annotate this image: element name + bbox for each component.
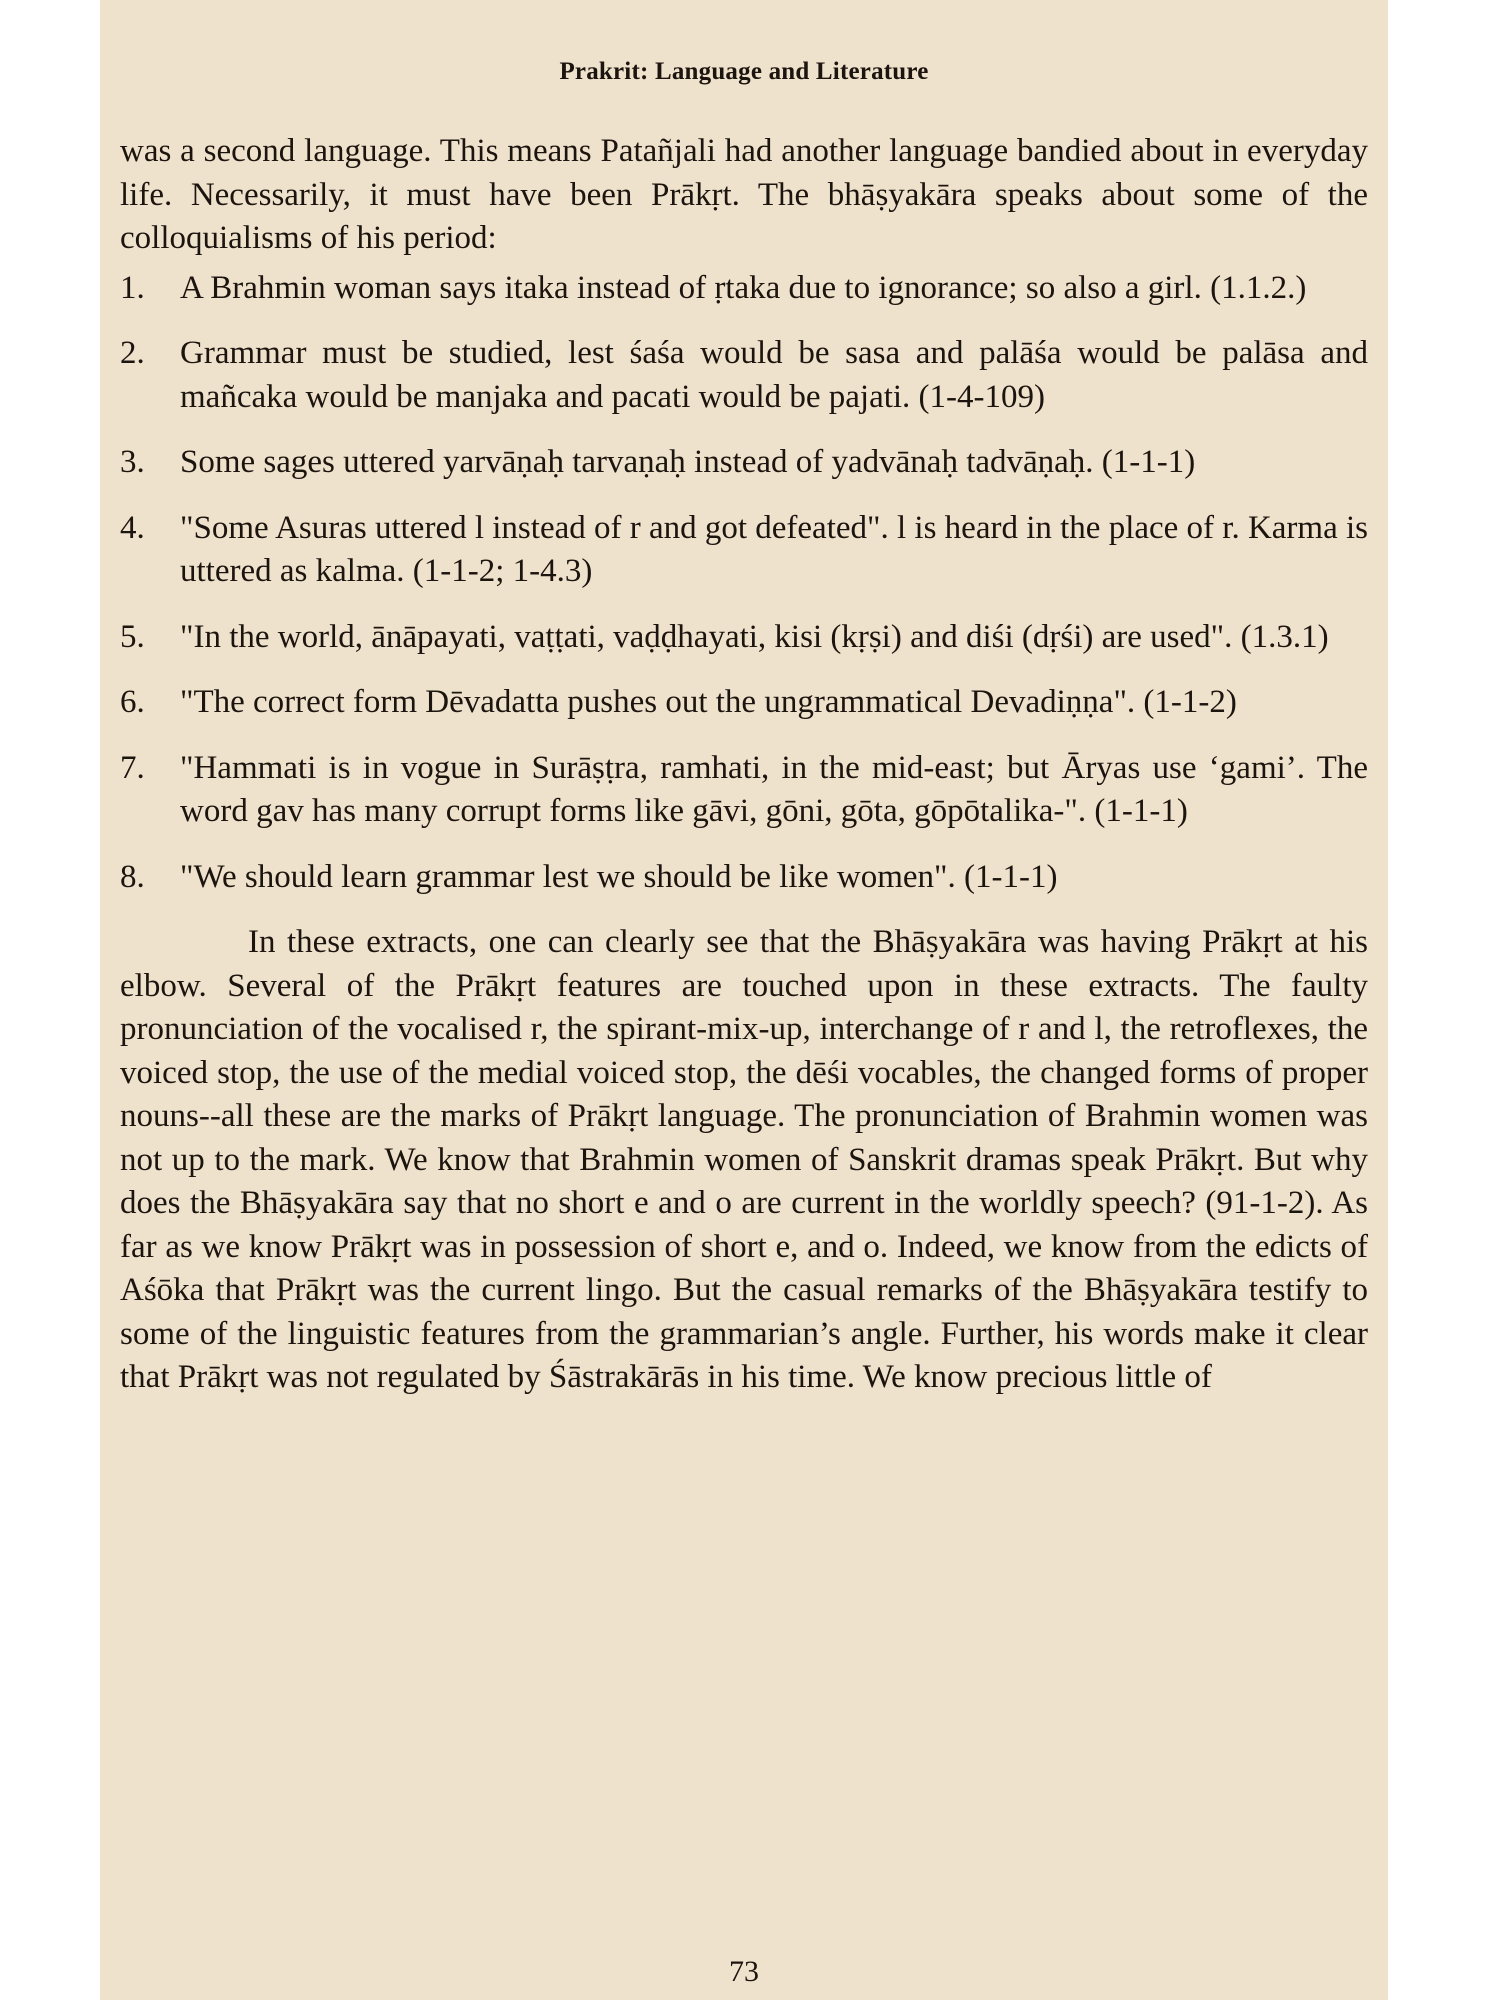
page-body [120,130,1368,1400]
book-page [100,0,1388,2000]
list-item [120,616,1368,660]
list-item-text: "We should learn grammar lest we should be like women". (1-1-1) [180,858,1058,895]
list-item [120,681,1368,725]
list-item-number: 4. [120,509,145,546]
list-item-number: 5. [120,618,145,655]
list-item [120,332,1368,419]
extracts-list [120,267,1368,900]
list-item-number: 8. [120,858,145,895]
list-item-text: "The correct form Dēvadatta pushes out the ungrammatical Devadiṇṇa". (1-1-2) [180,684,1237,720]
list-item-number: 1. [120,269,145,306]
intro-paragraph: was a second language. This means Patañjali had another language bandied about in everyday life. Necessarily, it must have been Prākṛt. The bhāṣyakāra speaks about some of the colloquialisms of his period: [120,133,1368,256]
running-header: Prakrit: Language and Literature [559,58,929,85]
list-item [120,267,1368,311]
list-item [120,856,1368,900]
list-item-text: "Some Asuras uttered l instead of r and got defeated". l is heard in the place of r. Karma is uttered as kalma. (1-1-2; 1-4.3) [180,509,1368,589]
page-number: 73 [729,1955,759,1988]
list-item [120,441,1368,485]
list-item-text: "In the world, ānāpayati, vaṭṭati, vaḍḍhayati, kisi (kṛṣi) and diśi (dṛśi) are used". (1.3.1) [180,618,1329,655]
list-item-number: 2. [120,335,145,371]
list-item-text: A Brahmin woman says itaka instead of ṛtaka due to ignorance; so also a girl. (1.1.2.) [180,269,1307,306]
list-item [120,507,1368,594]
list-item-text: Some sages uttered yarvāṇaḥ tarvaṇaḥ instead of yadvānaḥ tadvāṇaḥ. (1-1-1) [180,444,1196,480]
list-item-number: 3. [120,444,145,480]
list-item-number: 7. [120,749,145,786]
list-item-number: 6. [120,684,145,720]
list-item-text: Grammar must be studied, lest śaśa would be sasa and palāśa would be palāsa and mañcaka would be manjaka and pacati would be pajati. (1-4-109) [180,335,1368,415]
closing-paragraph: In these extracts, one can clearly see that the Bhāṣyakāra was having Prākṛt at his elbow. Several of the Prākṛt features are touched upon in these extracts. The faulty pronunciation of the vocalised r, the spirant-mix-up, interchange of r and l, the retroflexes, the voiced stop, the use of the medial voiced stop, the dēśi vocables, the changed forms of proper nouns--all these are the marks of Prākṛt language. The pronunciation of Brahmin women was not up to the mark. We know that Brahmin women of Sanskrit dramas speak Prākṛt. But why does the Bhāṣyakāra say that no short e and o are current in the worldly speech? (91-1-2). As far as we know Prākṛt was in possession of short e, and o. Indeed, we know from the edicts of Aśōka that Prākṛt was the current lingo. But the casual remarks of the Bhāṣyakāra testify to some of the linguistic features from the grammarian’s angle. Further, his words make it clear that Prākṛt was not regulated by Śāstrakārās in his time. We know precious little of [120,924,1368,1395]
list-item-text: "Hammati is in vogue in Surāṣṭra, ramhati, in the mid-east; but Āryas use ‘gami’. The word gav has many corrupt forms like gāvi, gōni, gōta, gōpōtalika-". (1-1-1) [180,749,1368,829]
list-item [120,747,1368,834]
